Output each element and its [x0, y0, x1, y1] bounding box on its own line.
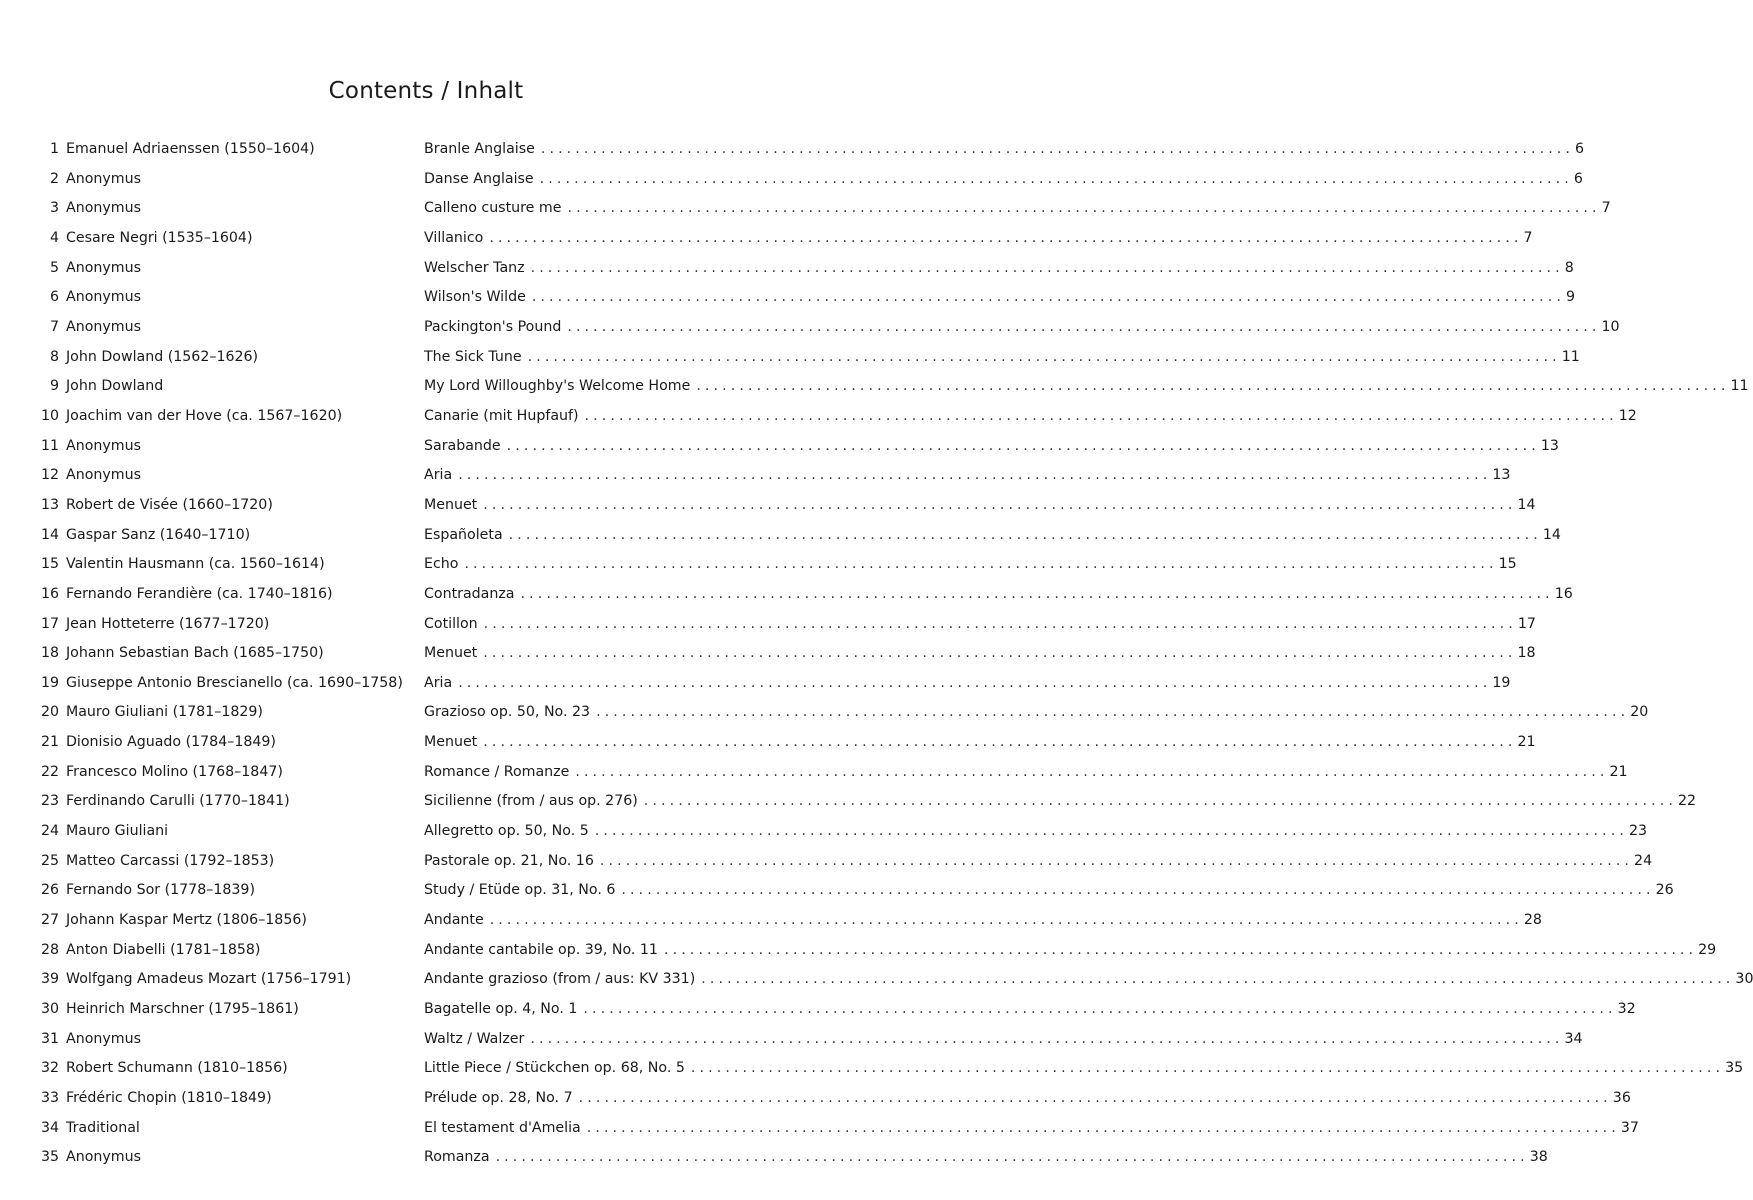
dot-leader: ........................................................................................................................: [489, 229, 1523, 246]
dot-leader: ........................................................................................................................: [567, 200, 1601, 217]
page-number: 23: [1628, 823, 1648, 840]
dot-leader: ........................................................................................................................: [701, 971, 1735, 988]
entry-number: 23: [40, 793, 59, 810]
entry-number: 7: [49, 318, 59, 335]
piece-title: Calleno custure me: [424, 200, 562, 217]
toc-row: [0, 728, 1536, 758]
composer-name: John Dowland (1562–1626): [66, 348, 259, 365]
composer-name: Anonymus: [66, 437, 141, 454]
composer-name: Frédéric Chopin (1810–1849): [66, 1090, 272, 1106]
piece-entry: [424, 224, 1533, 254]
piece-title: Sicilienne (from / aus op. 276): [424, 793, 638, 810]
piece-entry: [424, 787, 1697, 817]
page-number: 11: [1561, 348, 1580, 365]
piece-entry: [424, 313, 1620, 343]
entry-number: 22: [40, 763, 59, 780]
dot-leader: ........................................................................................................................: [483, 645, 1517, 662]
composer-name: Valentin Hausmann (ca. 1560–1614): [66, 556, 325, 573]
composer-name: Mauro Giuliani: [66, 823, 169, 840]
page-number: 6: [1573, 170, 1583, 187]
composer-name: Joachim van der Hove (ca. 1567–1620): [66, 407, 343, 424]
composer-name: Francesco Molino (1768–1847): [66, 763, 283, 780]
toc-row: [0, 1084, 1631, 1114]
contents-list: [0, 135, 1753, 1173]
dot-leader: ........................................................................................................................: [690, 1060, 1725, 1077]
piece-entry: [424, 491, 1536, 521]
toc-row: [0, 610, 1536, 640]
piece-title: My Lord Willoughby's Welcome Home: [424, 378, 691, 395]
composer-name: John Dowland: [66, 378, 164, 395]
piece-title: Echo: [424, 556, 459, 573]
dot-leader: ........................................................................................................................: [540, 141, 1575, 157]
page-number: 11: [1730, 378, 1749, 395]
entry-number: 35: [40, 1149, 59, 1166]
piece-title: Cotillon: [424, 615, 478, 632]
composer-name: Anonymus: [66, 259, 141, 276]
piece-entry: [424, 847, 1653, 877]
dot-leader: ........................................................................................................................: [527, 348, 1561, 365]
entry-number: 21: [40, 734, 59, 751]
composer-name: Dionisio Aguado (1784–1849): [66, 734, 276, 751]
dot-leader: ........................................................................................................................: [567, 318, 1601, 335]
piece-entry: [424, 1025, 1583, 1055]
piece-title: Andante grazioso (from / aus: KV 331): [424, 971, 696, 988]
composer-name: Anonymus: [66, 1149, 141, 1166]
piece-title: Study / Etüde op. 31, No. 6: [424, 882, 616, 899]
dot-leader: ........................................................................................................................: [621, 882, 1655, 899]
piece-title: Allegretto op. 50, No. 5: [424, 823, 589, 840]
dot-leader: ........................................................................................................................: [508, 526, 1542, 543]
piece-entry: [424, 965, 1753, 995]
page-number: 22: [1677, 793, 1697, 810]
composer-name: Robert de Visée (1660–1720): [66, 496, 273, 513]
page-number: 19: [1492, 674, 1511, 691]
piece-entry: [424, 343, 1580, 373]
entry-number: 28: [40, 941, 59, 958]
page-number: 32: [1617, 1001, 1636, 1018]
piece-entry: [424, 610, 1536, 640]
entry-number: 33: [40, 1090, 59, 1106]
composer-name: Jean Hotteterre (1677–1720): [66, 615, 270, 632]
toc-row: [0, 698, 1649, 728]
piece-entry: [424, 580, 1573, 610]
piece-entry: [424, 432, 1559, 462]
dot-leader: ........................................................................................................................: [458, 674, 1492, 691]
composer-name: Matteo Carcassi (1792–1853): [66, 852, 275, 869]
toc-row: [0, 1054, 1744, 1084]
piece-entry: [424, 1054, 1744, 1084]
piece-title: Menuet: [424, 645, 478, 662]
entry-number: 11: [40, 437, 59, 454]
piece-title: Romanza: [424, 1149, 490, 1166]
piece-title: Packington's Pound: [424, 318, 562, 335]
piece-title: Little Piece / Stückchen op. 68, No. 5: [424, 1060, 685, 1077]
composer-name: Fernando Ferandière (ca. 1740–1816): [66, 585, 333, 602]
entry-number: 16: [40, 585, 59, 602]
toc-row: [0, 224, 1533, 254]
toc-row: [0, 669, 1511, 699]
page-number: 13: [1540, 437, 1559, 454]
entry-number: 20: [40, 704, 59, 721]
piece-entry: [424, 461, 1511, 491]
piece-entry: [424, 521, 1561, 551]
piece-title: Andante cantabile op. 39, No. 11: [424, 941, 658, 958]
dot-leader: ........................................................................................................................: [483, 734, 1517, 751]
piece-entry: [424, 1114, 1639, 1144]
piece-entry: [424, 283, 1576, 313]
composer-name: Anonymus: [66, 467, 141, 484]
piece-entry: [424, 1084, 1631, 1114]
toc-row: [0, 550, 1517, 580]
toc-row: [0, 194, 1611, 224]
dot-leader: ........................................................................................................................: [489, 912, 1523, 929]
page-number: 10: [1601, 318, 1620, 335]
toc-row: [0, 1114, 1639, 1144]
composer-name: Anonymus: [66, 1030, 141, 1047]
piece-title: Aria: [424, 674, 453, 691]
composer-name: Robert Schumann (1810–1856): [66, 1060, 288, 1077]
entry-number: 14: [40, 526, 59, 543]
piece-entry: [424, 194, 1611, 224]
piece-title: Españoleta: [424, 526, 503, 543]
piece-entry: [424, 758, 1628, 788]
page-number: 12: [1618, 407, 1637, 424]
toc-row: [0, 847, 1653, 877]
page-number: 28: [1523, 912, 1542, 929]
entry-number: 26: [40, 882, 59, 899]
toc-row: [0, 313, 1620, 343]
dot-leader: ........................................................................................................................: [594, 823, 1628, 840]
piece-title: Andante: [424, 912, 484, 929]
piece-entry: [424, 906, 1542, 936]
dot-leader: ........................................................................................................................: [483, 496, 1517, 513]
dot-leader: ........................................................................................................................: [696, 378, 1730, 395]
piece-title: Welscher Tanz: [424, 259, 525, 276]
entry-number: 4: [49, 229, 59, 246]
piece-title: The Sick Tune: [424, 348, 522, 365]
page-number: 21: [1609, 763, 1628, 780]
toc-row: [0, 906, 1542, 936]
entry-number: 2: [49, 170, 59, 187]
entry-number: 15: [40, 556, 59, 573]
dot-leader: ........................................................................................................................: [530, 1030, 1564, 1047]
dot-leader: ........................................................................................................................: [530, 259, 1564, 276]
entry-number: 9: [49, 378, 59, 395]
entry-number: 18: [40, 645, 59, 662]
entry-number: 25: [40, 852, 59, 869]
entry-number: 12: [40, 467, 59, 484]
page-number: 18: [1517, 645, 1536, 662]
page-number: 13: [1492, 467, 1511, 484]
piece-entry: [424, 550, 1517, 580]
page-number: 26: [1655, 882, 1674, 899]
dot-leader: ........................................................................................................................: [539, 170, 1573, 187]
piece-title: Wilson's Wilde: [424, 289, 526, 306]
dot-leader: ........................................................................................................................: [663, 941, 1698, 958]
toc-row: [0, 995, 1636, 1025]
composer-name: Mauro Giuliani (1781–1829): [66, 704, 263, 721]
entry-number: 13: [40, 496, 59, 513]
page-number: 21: [1517, 734, 1536, 751]
piece-entry: [424, 936, 1717, 966]
entry-number: 24: [40, 823, 59, 840]
page-number: 17: [1517, 615, 1536, 632]
toc-row: [0, 936, 1717, 966]
page-number: 30: [1735, 971, 1753, 988]
entry-number: 19: [40, 674, 59, 691]
toc-row: [0, 402, 1637, 432]
page-number: 6: [1575, 141, 1585, 157]
toc-row: [0, 254, 1574, 284]
composer-name: Anonymus: [66, 170, 141, 187]
page-number: 37: [1620, 1119, 1639, 1136]
composer-name: Cesare Negri (1535–1604): [66, 229, 253, 246]
entry-number: 1: [49, 141, 59, 157]
composer-name: Traditional: [66, 1119, 140, 1136]
piece-title: Menuet: [424, 734, 478, 751]
piece-entry: [424, 698, 1649, 728]
composer-name: Gaspar Sanz (1640–1710): [66, 526, 251, 543]
entry-number: 39: [40, 971, 59, 988]
dot-leader: ........................................................................................................................: [520, 585, 1554, 602]
composer-name: Johann Sebastian Bach (1685–1750): [66, 645, 324, 662]
page-number: 9: [1566, 289, 1576, 306]
piece-entry: [424, 876, 1674, 906]
composer-name: Ferdinando Carulli (1770–1841): [66, 793, 290, 810]
toc-row: [0, 758, 1628, 788]
entry-number: 31: [40, 1030, 59, 1047]
toc-row: [0, 491, 1536, 521]
page-number: 29: [1698, 941, 1717, 958]
entry-number: 3: [49, 200, 59, 217]
toc-row: [0, 521, 1561, 551]
dot-leader: ........................................................................................................................: [578, 1090, 1612, 1106]
entry-number: 10: [40, 407, 59, 424]
page-number: 34: [1564, 1030, 1583, 1047]
composer-name: Anton Diabelli (1781–1858): [66, 941, 261, 958]
entry-number: 6: [49, 289, 59, 306]
page-number: 35: [1725, 1060, 1744, 1077]
dot-leader: ........................................................................................................................: [531, 289, 1565, 306]
page-number: 36: [1612, 1090, 1631, 1106]
page-number: 7: [1523, 229, 1533, 246]
page-number: 24: [1634, 852, 1653, 869]
toc-row: [0, 461, 1511, 491]
piece-title: Prélude op. 28, No. 7: [424, 1090, 573, 1106]
piece-entry: [424, 669, 1511, 699]
piece-title: Menuet: [424, 496, 478, 513]
toc-row: [0, 432, 1559, 462]
dot-leader: ........................................................................................................................: [584, 407, 1618, 424]
piece-entry: [424, 135, 1585, 165]
entry-number: 34: [40, 1119, 59, 1136]
piece-title: Contradanza: [424, 585, 515, 602]
dot-leader: ........................................................................................................................: [575, 763, 1609, 780]
piece-title: Aria: [424, 467, 453, 484]
piece-entry: [424, 728, 1536, 758]
page-number: 8: [1564, 259, 1574, 276]
piece-entry: [424, 1143, 1548, 1173]
dot-leader: ........................................................................................................................: [596, 704, 1630, 721]
entry-number: 8: [49, 348, 59, 365]
toc-row: [0, 580, 1573, 610]
piece-entry: [424, 402, 1637, 432]
piece-entry: [424, 165, 1583, 195]
piece-title: Pastorale op. 21, No. 16: [424, 852, 594, 869]
page-title: Contents / Inhalt: [328, 78, 524, 104]
page-number: 38: [1529, 1149, 1548, 1166]
toc-row: [0, 372, 1749, 402]
toc-row: [0, 639, 1536, 669]
piece-entry: [424, 639, 1536, 669]
piece-title: Villanico: [424, 229, 484, 246]
piece-title: Branle Anglaise: [424, 141, 535, 157]
piece-title: Canarie (mit Hupfauf): [424, 407, 579, 424]
piece-title: Sarabande: [424, 437, 501, 454]
dot-leader: ........................................................................................................................: [495, 1149, 1529, 1166]
piece-entry: [424, 372, 1749, 402]
dot-leader: ........................................................................................................................: [643, 793, 1677, 810]
composer-name: Anonymus: [66, 200, 141, 217]
piece-entry: [424, 995, 1636, 1025]
composer-name: Emanuel Adriaenssen (1550–1604): [66, 141, 315, 157]
composer-name: Heinrich Marschner (1795–1861): [66, 1001, 299, 1018]
toc-row: [0, 787, 1697, 817]
toc-row: [0, 1143, 1548, 1173]
page-number: 20: [1630, 704, 1649, 721]
toc-row: [0, 283, 1576, 313]
composer-name: Fernando Sor (1778–1839): [66, 882, 255, 899]
composer-name: Giuseppe Antonio Brescianello (ca. 1690–1758): [66, 674, 403, 691]
page-number: 14: [1517, 496, 1536, 513]
piece-title: Waltz / Walzer: [424, 1030, 525, 1047]
dot-leader: ........................................................................................................................: [599, 852, 1634, 869]
toc-row: [0, 1025, 1583, 1055]
dot-leader: ........................................................................................................................: [506, 437, 1540, 454]
toc-row: [0, 135, 1585, 165]
piece-title: Danse Anglaise: [424, 170, 534, 187]
piece-title: Romance / Romanze: [424, 763, 570, 780]
piece-title: El testament d'Amelia: [424, 1119, 581, 1136]
dot-leader: ........................................................................................................................: [464, 556, 1498, 573]
toc-row: [0, 965, 1753, 995]
dot-leader: ........................................................................................................................: [586, 1119, 1620, 1136]
composer-name: Anonymus: [66, 289, 141, 306]
toc-row: [0, 165, 1583, 195]
page-number: 16: [1554, 585, 1573, 602]
entry-number: 27: [40, 912, 59, 929]
page-number: 7: [1601, 200, 1611, 217]
piece-entry: [424, 254, 1574, 284]
composer-name: Johann Kaspar Mertz (1806–1856): [66, 912, 307, 929]
piece-entry: [424, 817, 1648, 847]
composer-name: Wolfgang Amadeus Mozart (1756–1791): [66, 971, 352, 988]
toc-row: [0, 817, 1648, 847]
toc-row: [0, 343, 1580, 373]
dot-leader: ........................................................................................................................: [458, 467, 1492, 484]
dot-leader: ........................................................................................................................: [483, 615, 1517, 632]
composer-name: Anonymus: [66, 318, 141, 335]
toc-row: [0, 876, 1674, 906]
piece-title: Bagatelle op. 4, No. 1: [424, 1001, 578, 1018]
dot-leader: ........................................................................................................................: [583, 1001, 1617, 1018]
page-number: 14: [1542, 526, 1561, 543]
entry-number: 30: [40, 1001, 59, 1018]
entry-number: 17: [40, 615, 59, 632]
piece-title: Grazioso op. 50, No. 23: [424, 704, 591, 721]
entry-number: 5: [49, 259, 59, 276]
page-number: 15: [1498, 556, 1517, 573]
entry-number: 32: [40, 1060, 59, 1077]
